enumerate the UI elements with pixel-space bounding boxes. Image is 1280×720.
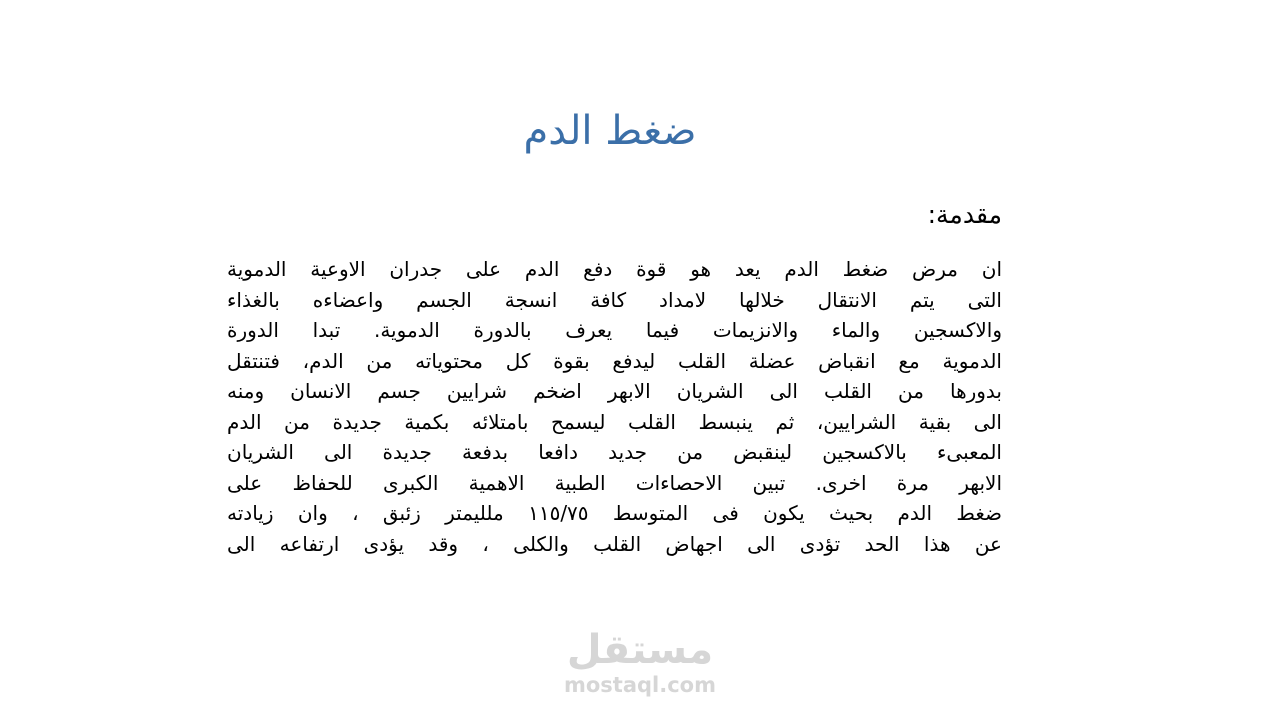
body-line-10: عن هذا الحد تؤدى الى اجهاض القلب والكلى ، وقد يؤدى ارتفاعه الى	[227, 531, 1002, 556]
watermark-logo-latin: mostaql.com	[564, 673, 716, 697]
mostaql-watermark	[540, 628, 740, 698]
body-paragraph	[227, 254, 1002, 559]
watermark-logo-arabic: مستقل	[566, 627, 714, 673]
section-heading-introduction: مقدمة:	[927, 200, 1002, 229]
body-line-4: الدموية مع انقباض عضلة القلب ليدفع بقوة كل محتوياته من الدم، فتنتقل	[227, 348, 1002, 373]
body-line-1: ان مرض ضغط الدم يعد هو قوة دفع الدم على جدران الاوعية الدموية	[227, 257, 1002, 281]
body-line-6: الى بقية الشرايين، ثم ينبسط القلب ليسمح بامتلائه بكمية جديدة من الدم	[227, 409, 1002, 434]
page-title: ضغط الدم	[523, 108, 697, 154]
body-line-2: التى يتم الانتقال خلالها لامداد كافة انسجة الجسم واعضاءه بالغذاء	[227, 287, 1002, 312]
body-line-7: المعبىء بالاكسجين لينقبض من جديد دافعا بدفعة جديدة الى الشريان	[227, 440, 1002, 464]
body-line-3: والاكسجين والماء والانزيمات فيما يعرف بالدورة الدموية. تبدا الدورة	[227, 318, 1002, 342]
body-line-8: الابهر مرة اخرى. تبين الاحصاءات الطبية الاهمية الكبرى للحفاظ على	[227, 470, 1002, 495]
body-line-5: بدورها من القلب الى الشريان الابهر اضخم شرايين جسم الانسان ومنه	[227, 379, 1002, 403]
body-line-9: ضغط الدم بحيث يكون فى المتوسط ١١٥/٧٥ ملليمتر زئبق ، وان زيادته	[227, 501, 1002, 525]
